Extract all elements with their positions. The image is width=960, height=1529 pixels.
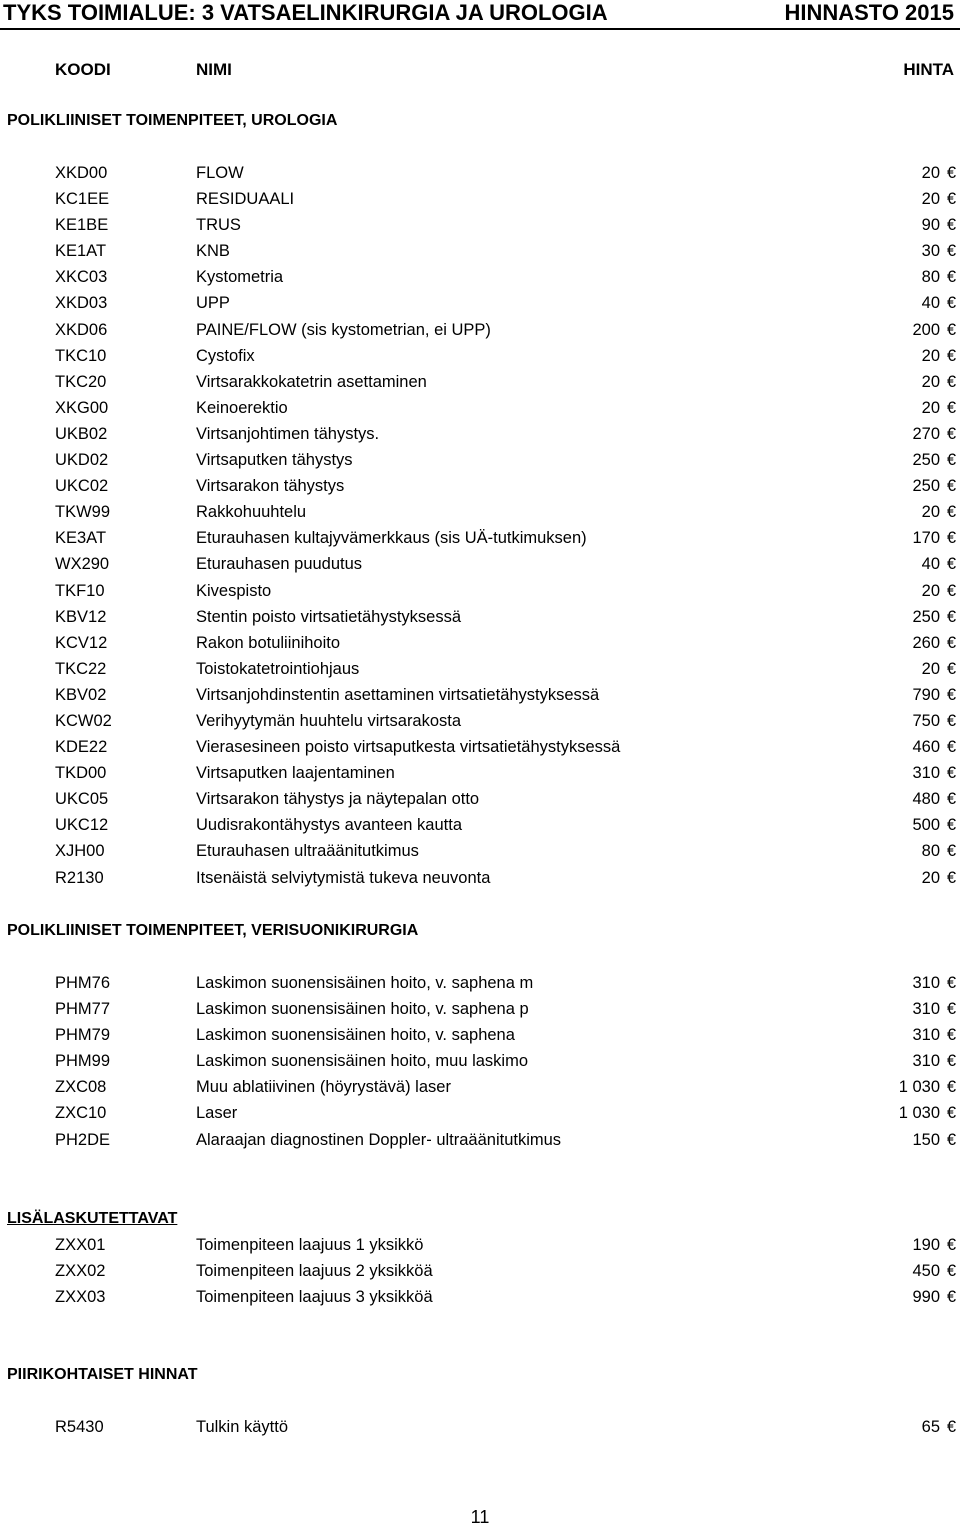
currency-symbol: € — [946, 1104, 956, 1123]
section-items-piirikohtaiset — [0, 1414, 960, 1440]
currency-symbol: € — [946, 790, 956, 809]
table-row — [0, 1232, 960, 1258]
procedure-code: XKD00 — [55, 164, 108, 182]
currency-symbol: € — [946, 555, 956, 574]
procedure-name: Virtsaputken tähystys — [196, 451, 353, 470]
procedure-price: 20 — [921, 372, 940, 391]
section-items-urologia — [0, 160, 960, 891]
column-headers — [0, 58, 960, 82]
procedure-code: R2130 — [55, 868, 104, 887]
procedure-price: 200 — [912, 320, 940, 339]
section-title-urologia: POLIKLIINISET TOIMENPITEET, UROLOGIA — [7, 112, 338, 129]
procedure-price: 20 — [921, 868, 940, 887]
procedure-price: 250 — [912, 607, 940, 626]
procedure-name: Eturauhasen ultraäänitutkimus — [196, 842, 419, 861]
currency-symbol: € — [946, 1000, 956, 1019]
procedure-price: 250 — [912, 477, 940, 496]
currency-symbol: € — [946, 816, 956, 835]
section-items-verisuonikirurgia — [0, 970, 960, 1153]
procedure-code: PHM79 — [55, 1026, 111, 1045]
procedure-code: WX290 — [55, 555, 110, 574]
procedure-code: XKC03 — [55, 268, 108, 287]
procedure-name: Virtsarakon tähystys ja näytepalan otto — [196, 790, 480, 809]
procedure-code: KE1BE — [55, 216, 109, 235]
currency-symbol: € — [946, 424, 956, 443]
procedure-price: 310 — [912, 764, 940, 783]
procedure-code: TKD00 — [55, 764, 107, 783]
procedure-name: Muu ablatiivinen (höyrystävä) laser — [196, 1078, 451, 1097]
procedure-code: XJH00 — [55, 842, 105, 861]
procedure-code: TKC10 — [55, 346, 107, 365]
table-row — [0, 212, 960, 238]
procedure-name: Kystometria — [196, 268, 284, 287]
table-row — [0, 1100, 960, 1126]
procedure-price: 20 — [921, 503, 940, 522]
currency-symbol: € — [946, 529, 956, 548]
currency-symbol: € — [946, 1418, 956, 1436]
currency-symbol: € — [946, 398, 956, 417]
procedure-name: Laskimon suonensisäinen hoito, muu laskimo — [196, 1052, 529, 1071]
procedure-name: Tulkin käyttö — [196, 1418, 289, 1436]
procedure-price: 1 030 — [898, 1078, 940, 1097]
procedure-name: Virtsaputken laajentaminen — [196, 764, 395, 783]
procedure-name: Toimenpiteen laajuus 3 yksikköä — [196, 1288, 433, 1307]
table-row — [0, 317, 960, 343]
table-row — [0, 682, 960, 708]
procedure-code: PHM76 — [55, 974, 111, 992]
procedure-price: 250 — [912, 451, 940, 470]
currency-symbol: € — [946, 451, 956, 470]
currency-symbol: € — [946, 1052, 956, 1071]
procedure-code: ZXX03 — [55, 1288, 106, 1307]
procedure-price: 80 — [921, 842, 940, 861]
procedure-code: PHM77 — [55, 1000, 111, 1019]
table-row — [0, 343, 960, 369]
table-row — [0, 656, 960, 682]
procedure-price: 460 — [912, 738, 940, 757]
procedure-code: UKB02 — [55, 424, 108, 443]
procedure-price: 750 — [912, 711, 940, 730]
procedure-code: KBV02 — [55, 685, 107, 704]
currency-symbol: € — [946, 477, 956, 496]
table-row — [0, 395, 960, 421]
table-row — [0, 734, 960, 760]
procedure-name: Itsenäistä selviytymistä tukeva neuvonta — [196, 868, 491, 887]
procedure-name: Virtsanjohtimen tähystys. — [196, 424, 380, 443]
procedure-code: KE3AT — [55, 529, 107, 548]
table-row — [0, 604, 960, 630]
table-row — [0, 1284, 960, 1310]
table-row — [0, 996, 960, 1022]
currency-symbol: € — [946, 503, 956, 522]
procedure-name: Toimenpiteen laajuus 2 yksikköä — [196, 1262, 433, 1281]
table-row — [0, 369, 960, 395]
document-header — [0, 0, 960, 30]
procedure-name: KNB — [196, 242, 230, 261]
table-row — [0, 1127, 960, 1153]
currency-symbol: € — [946, 764, 956, 783]
currency-symbol: € — [946, 974, 956, 992]
procedure-price: 310 — [912, 974, 940, 992]
currency-symbol: € — [946, 711, 956, 730]
table-row — [0, 630, 960, 656]
column-header-price: HINTA — [903, 60, 954, 79]
currency-symbol: € — [946, 164, 956, 182]
currency-symbol: € — [946, 346, 956, 365]
procedure-price: 20 — [921, 190, 940, 209]
procedure-name: Laskimon suonensisäinen hoito, v. saphena p — [196, 1000, 529, 1019]
currency-symbol: € — [946, 242, 956, 261]
procedure-code: ZXC10 — [55, 1104, 107, 1123]
procedure-name: UPP — [196, 294, 230, 313]
procedure-code: XKD03 — [55, 294, 108, 313]
procedure-code: KCW02 — [55, 711, 112, 730]
procedure-name: Rakon botuliinihoito — [196, 633, 341, 652]
currency-symbol: € — [946, 1078, 956, 1097]
currency-symbol: € — [946, 320, 956, 339]
procedure-price: 20 — [921, 398, 940, 417]
procedure-code: KC1EE — [55, 190, 110, 209]
procedure-name: Virtsarakkokatetrin asettaminen — [196, 372, 427, 391]
procedure-name: Laser — [196, 1104, 238, 1123]
currency-symbol: € — [946, 1130, 956, 1149]
table-row — [0, 865, 960, 891]
procedure-price: 65 — [921, 1418, 940, 1436]
procedure-price: 20 — [921, 164, 940, 182]
table-row — [0, 1258, 960, 1284]
procedure-name: Laskimon suonensisäinen hoito, v. saphena — [196, 1026, 515, 1045]
procedure-code: KBV12 — [55, 607, 107, 626]
column-header-name: NIMI — [196, 60, 232, 79]
table-row — [0, 1074, 960, 1100]
procedure-name: PAINE/FLOW (sis kystometrian, ei UPP) — [196, 320, 491, 339]
currency-symbol: € — [946, 685, 956, 704]
table-row — [0, 578, 960, 604]
table-row — [0, 447, 960, 473]
currency-symbol: € — [946, 607, 956, 626]
procedure-name: Uudisrakontähystys avanteen kautta — [196, 816, 462, 835]
table-row — [0, 160, 960, 186]
currency-symbol: € — [946, 842, 956, 861]
procedure-code: ZXX02 — [55, 1262, 106, 1281]
table-row — [0, 525, 960, 551]
procedure-name: Verihyytymän huuhtelu virtsarakosta — [196, 711, 462, 730]
procedure-price: 790 — [912, 685, 940, 704]
currency-symbol: € — [946, 633, 956, 652]
procedure-name: Kivespisto — [196, 581, 272, 600]
procedure-price: 990 — [912, 1288, 940, 1307]
procedure-name: Virtsarakon tähystys — [196, 477, 345, 496]
currency-symbol: € — [946, 659, 956, 678]
procedure-code: PH2DE — [55, 1130, 111, 1149]
table-row — [0, 786, 960, 812]
table-row — [0, 186, 960, 212]
currency-symbol: € — [946, 1288, 956, 1307]
procedure-name: Vierasesineen poisto virtsaputkesta virtsatietähystyksessä — [196, 738, 621, 757]
table-row — [0, 421, 960, 447]
procedure-code: UKC12 — [55, 816, 109, 835]
procedure-price: 310 — [912, 1026, 940, 1045]
section-title-lisalaskutettavat: LISÄLASKUTETTAVAT — [7, 1210, 178, 1227]
procedure-name: Toistokatetrointiohjaus — [196, 659, 360, 678]
page-title: TYKS TOIMIALUE: 3 VATSAELINKIRURGIA JA UROLOGIA — [3, 0, 608, 25]
procedure-price: 20 — [921, 659, 940, 678]
section-items-lisalaskutettavat — [0, 1232, 960, 1310]
currency-symbol: € — [946, 1262, 956, 1281]
procedure-code: XKG00 — [55, 398, 109, 417]
procedure-price: 40 — [921, 555, 940, 574]
currency-symbol: € — [946, 216, 956, 235]
table-row — [0, 473, 960, 499]
procedure-name: Cystofix — [196, 346, 255, 365]
page-number: 11 — [470, 1507, 490, 1527]
procedure-name: Keinoerektio — [196, 398, 288, 417]
procedure-name: RESIDUAALI — [196, 190, 295, 209]
procedure-name: TRUS — [196, 216, 241, 235]
procedure-code: TKC20 — [55, 372, 107, 391]
column-header-code: KOODI — [55, 60, 111, 79]
currency-symbol: € — [946, 268, 956, 287]
procedure-code: R5430 — [55, 1418, 104, 1436]
procedure-price: 190 — [912, 1236, 940, 1254]
procedure-price: 260 — [912, 633, 940, 652]
procedure-price: 310 — [912, 1000, 940, 1019]
procedure-code: KCV12 — [55, 633, 108, 652]
price-list-year: HINNASTO 2015 — [784, 0, 954, 25]
section-title-verisuonikirurgia: POLIKLIINISET TOIMENPITEET, VERISUONIKIRURGIA — [7, 922, 419, 939]
procedure-code: KDE22 — [55, 738, 108, 757]
currency-symbol: € — [946, 581, 956, 600]
procedure-name: Stentin poisto virtsatietähystyksessä — [196, 607, 462, 626]
procedure-price: 150 — [912, 1130, 940, 1149]
table-row — [0, 970, 960, 996]
currency-symbol: € — [946, 372, 956, 391]
table-row — [0, 1022, 960, 1048]
procedure-name: Alaraajan diagnostinen Doppler- ultraäänitutkimus — [196, 1130, 562, 1149]
procedure-price: 450 — [912, 1262, 940, 1281]
procedure-code: UKD02 — [55, 451, 109, 470]
procedure-price: 170 — [912, 529, 940, 548]
table-row — [0, 812, 960, 838]
procedure-price: 1 030 — [898, 1104, 940, 1123]
table-row — [0, 290, 960, 316]
table-row — [0, 1414, 960, 1440]
procedure-code: TKC22 — [55, 659, 107, 678]
table-row — [0, 264, 960, 290]
procedure-code: XKD06 — [55, 320, 108, 339]
procedure-code: KE1AT — [55, 242, 107, 261]
procedure-price: 20 — [921, 581, 940, 600]
procedure-name: Virtsanjohdinstentin asettaminen virtsatietähystyksessä — [196, 685, 600, 704]
table-row — [0, 760, 960, 786]
procedure-price: 80 — [921, 268, 940, 287]
procedure-price: 270 — [912, 424, 940, 443]
procedure-code: UKC05 — [55, 790, 109, 809]
procedure-name: Toimenpiteen laajuus 1 yksikkö — [196, 1236, 424, 1254]
procedure-price: 480 — [912, 790, 940, 809]
procedure-name: Rakkohuuhtelu — [196, 503, 307, 522]
procedure-code: UKC02 — [55, 477, 109, 496]
procedure-name: FLOW — [196, 164, 244, 182]
procedure-code: TKF10 — [55, 581, 105, 600]
procedure-code: PHM99 — [55, 1052, 111, 1071]
table-row — [0, 238, 960, 264]
table-row — [0, 551, 960, 577]
procedure-code: ZXX01 — [55, 1236, 106, 1254]
procedure-price: 20 — [921, 346, 940, 365]
currency-symbol: € — [946, 294, 956, 313]
section-title-piirikohtaiset: PIIRIKOHTAISET HINNAT — [7, 1366, 198, 1383]
table-row — [0, 1048, 960, 1074]
procedure-price: 310 — [912, 1052, 940, 1071]
table-row — [0, 708, 960, 734]
procedure-price: 40 — [921, 294, 940, 313]
table-row — [0, 838, 960, 864]
procedure-price: 500 — [912, 816, 940, 835]
currency-symbol: € — [946, 868, 956, 887]
procedure-code: ZXC08 — [55, 1078, 107, 1097]
procedure-name: Laskimon suonensisäinen hoito, v. saphena m — [196, 974, 534, 992]
procedure-price: 90 — [921, 216, 940, 235]
procedure-code: TKW99 — [55, 503, 111, 522]
currency-symbol: € — [946, 190, 956, 209]
procedure-price: 30 — [921, 242, 940, 261]
currency-symbol: € — [946, 1236, 956, 1254]
table-row — [0, 499, 960, 525]
currency-symbol: € — [946, 1026, 956, 1045]
procedure-name: Eturauhasen kultajyvämerkkaus (sis UÄ-tutkimuksen) — [196, 529, 587, 548]
procedure-name: Eturauhasen puudutus — [196, 555, 363, 574]
currency-symbol: € — [946, 738, 956, 757]
